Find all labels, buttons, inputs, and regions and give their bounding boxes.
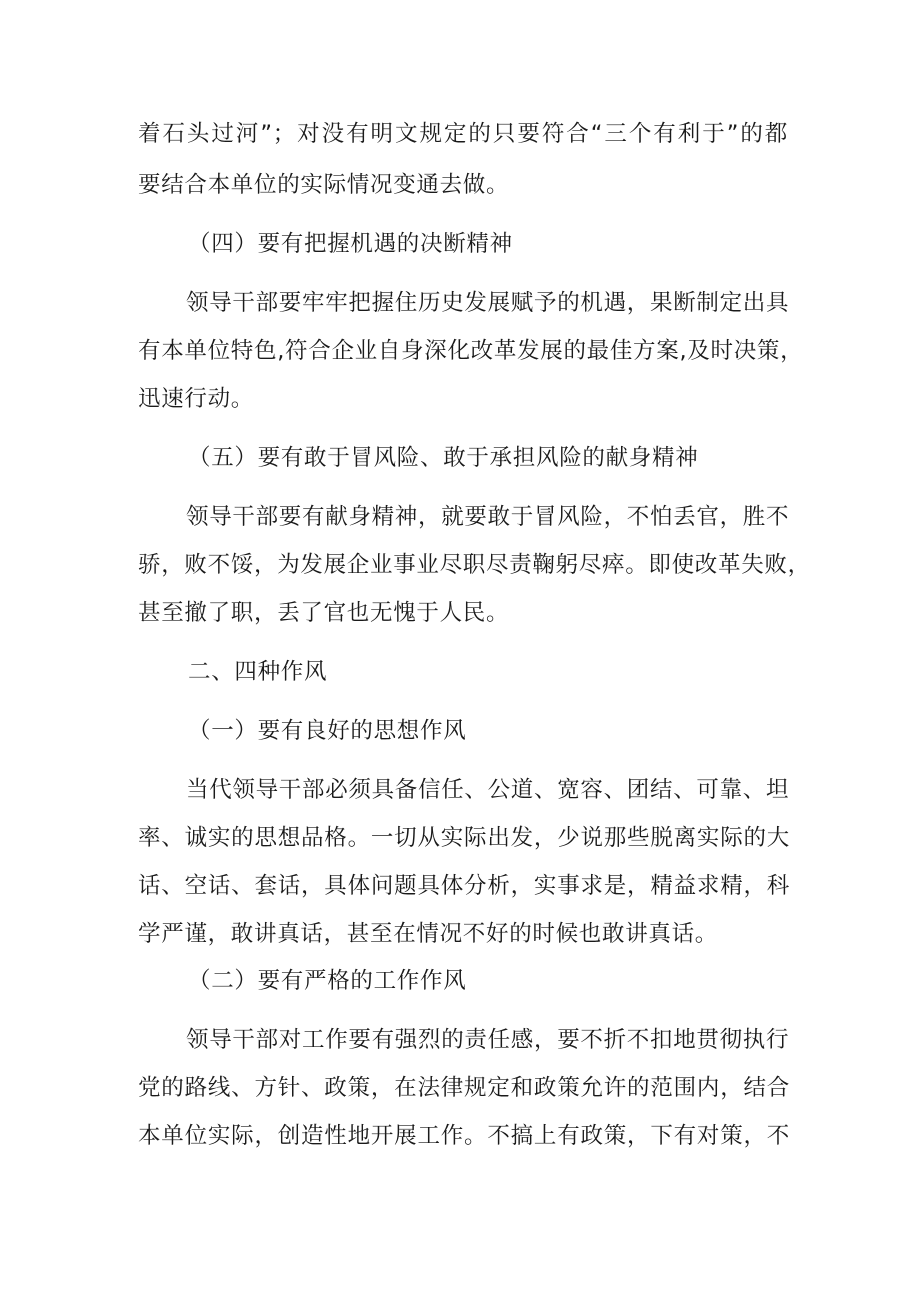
paragraph-line: 党的路线、方针、政策，在法律规定和政策允许的范围内，结合	[138, 1075, 790, 1101]
paragraph-line: 要结合本单位的实际情况变通去做。	[138, 172, 510, 198]
subheading-yi: （一）要有良好的思想作风	[188, 718, 467, 744]
paragraph-line: 迅速行动。	[138, 386, 255, 412]
paragraph-line: 领导干部要牢牢把握住历史发展赋予的机遇，果断制定出具	[186, 290, 790, 316]
paragraph-line: 领导干部对工作要有强烈的责任感，要不折不扣地贯彻执行	[186, 1027, 790, 1053]
paragraph-line: 领导干部要有献身精神，就要敢于冒风险，不怕丢官，胜不	[186, 504, 790, 530]
paragraph-line: 骄，败不馁，为发展企业事业尽职尽责鞠躬尽瘁。即使改革失败，	[138, 552, 811, 578]
paragraph-line: 甚至撤了职，丢了官也无愧于人民。	[138, 600, 510, 626]
subheading-er: （二）要有严格的工作作风	[188, 968, 467, 994]
paragraph-line: 学严谨，敢讲真话，甚至在情况不好的时候也敢讲真话。	[138, 921, 719, 947]
paragraph-line: 有本单位特色,符合企业自身深化改革发展的最佳方案,及时决策，	[138, 338, 804, 364]
paragraph-line: 着石头过河”；对没有明文规定的只要符合“三个有利于”的都	[138, 121, 788, 147]
subheading-wu: （五）要有敢于冒风险、敢于承担风险的献身精神	[188, 445, 699, 471]
paragraph-line: 当代领导干部必须具备信任、公道、宽容、团结、可靠、坦	[186, 777, 790, 803]
paragraph-line: 话、空话、套话，具体问题具体分析，实事求是，精益求精，科	[138, 873, 790, 899]
paragraph-line: 本单位实际，创造性地开展工作。不搞上有政策，下有对策，不	[138, 1123, 790, 1149]
section-heading: 二、四种作风	[188, 659, 328, 685]
subheading-si: （四）要有把握机遇的决断精神	[188, 231, 513, 257]
paragraph-line: 率、诚实的思想品格。一切从实际出发，少说那些脱离实际的大	[138, 825, 790, 851]
